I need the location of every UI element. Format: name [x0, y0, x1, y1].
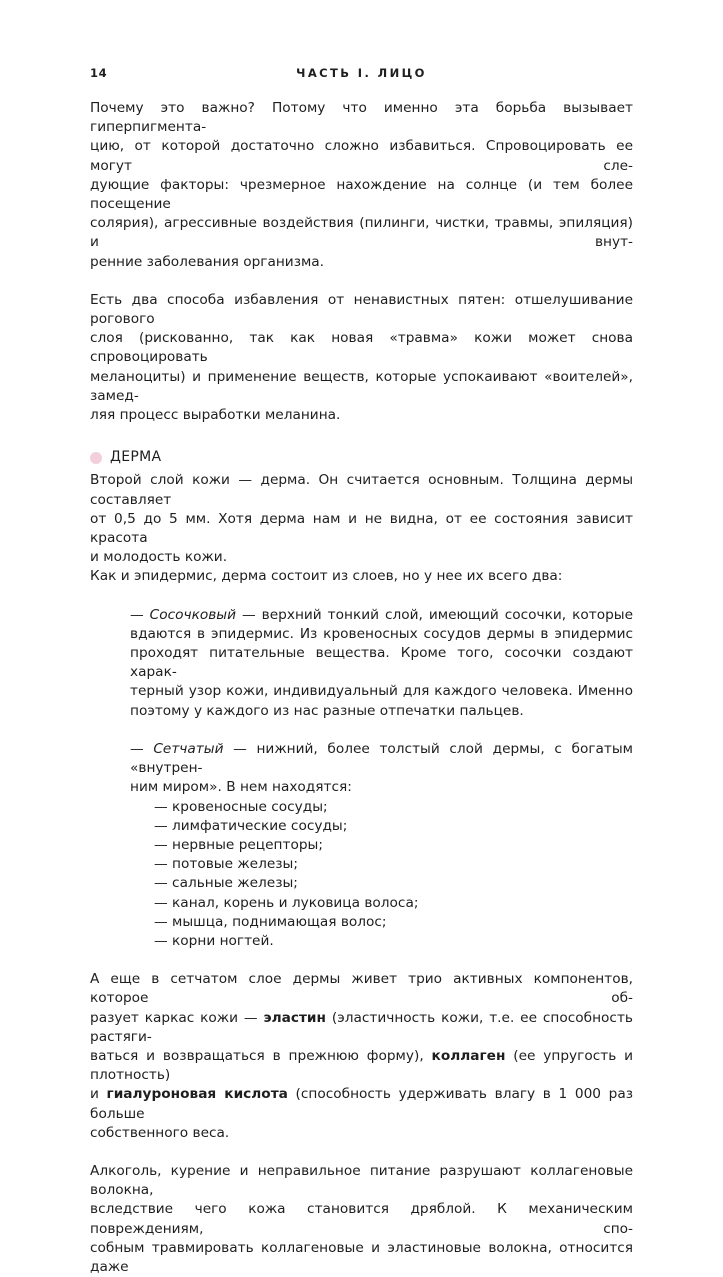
- text-line: собственного веса.: [90, 1124, 230, 1141]
- text-line: А еще в сетчатом слое дермы живет трио активных компонентов, которое об-: [90, 971, 633, 1007]
- text-line: собным травмировать коллагеновые и эластиновые волокна, относится даже: [90, 1239, 633, 1275]
- list-item: — нервные рецепторы;: [154, 836, 323, 853]
- list-item-reticular: [130, 740, 633, 798]
- text-line: вследствие чего кожа становится дряблой. К механическим повреждениям, спо-: [90, 1201, 633, 1237]
- paragraph-spots-removal: [90, 291, 633, 425]
- pink-dot-icon: [90, 452, 102, 464]
- text-line: ренние заболевания организма.: [90, 253, 325, 270]
- text-line: и молодость кожи.: [90, 549, 228, 566]
- list-item: — кровеносные сосуды;: [154, 798, 328, 815]
- paragraph-collagen-damage: [90, 1162, 633, 1277]
- list-item: — канал, корень и луковица волоса;: [154, 894, 419, 911]
- list-item: — мышца, поднимающая волос;: [154, 913, 387, 930]
- list-item: — корни ногтей.: [154, 932, 274, 949]
- text-line: меланоциты) и применение веществ, которые успокаивают «воителей», замед-: [90, 368, 633, 404]
- reticular-contents-list: [90, 798, 633, 952]
- section-heading: [90, 448, 633, 467]
- text-line: солярия), агрессивные воздействия (пилинги, чистки, травмы, эпиляция) и внут-: [90, 215, 633, 251]
- paragraph-hyperpigmentation: [90, 99, 633, 272]
- list-item-papillary: [130, 606, 633, 721]
- term-hyaluronic-acid: гиалуроновая кислота: [106, 1086, 288, 1103]
- text-line: разует каркас кожи — эластин (эластичность кожи, т.е. ее способность растяги-: [90, 1009, 633, 1045]
- text-line: Алкоголь, курение и неправильное питание разрушают коллагеновые волокна,: [90, 1162, 633, 1199]
- text-line: ляя процесс выработки меланина.: [90, 407, 341, 424]
- chapter-title: ЧАСТЬ I. ЛИЦО: [296, 66, 427, 80]
- main-text: [90, 99, 633, 1277]
- term-collagen: коллаген: [431, 1047, 506, 1064]
- text-line: цию, от которой достаточно сложно избавиться. Спровоцировать ее могут сле-: [90, 138, 633, 174]
- text-line: от 0,5 до 5 мм. Хотя дерма нам и не видна, от ее состояния зависит красота: [90, 510, 633, 547]
- text-line: ним миром». В нем находятся:: [130, 779, 352, 796]
- term-reticular: Сетчатый: [153, 740, 224, 757]
- list-item: — сальные железы;: [154, 875, 298, 892]
- list-item: — потовые железы;: [154, 856, 298, 873]
- page-number: 14: [90, 66, 108, 80]
- text-line: — Сетчатый — нижний, более толстый слой дермы, с богатым «внутрен-: [130, 740, 634, 777]
- text-line: и гиалуроновая кислота (способность удерживать влагу в 1 000 раз больше: [90, 1086, 633, 1122]
- text-line: — Сосочковый — верхний тонкий слой, имеющий сосочки, которые: [130, 606, 633, 623]
- text-line: Почему это важно? Потому что именно эта борьба вызывает гиперпигмента-: [90, 100, 633, 136]
- text-line: слоя (рискованно, так как новая «травма» кожи может снова спровоцировать: [90, 330, 633, 366]
- text-line: Как и эпидермис, дерма состоит из слоев, но у нее их всего два:: [90, 568, 563, 585]
- text-line: проходят питательные вещества. Кроме того, сосочки создают харак-: [130, 645, 633, 681]
- list-item: — лимфатические сосуды;: [154, 817, 348, 834]
- text-line: поэтому у каждого из нас разные отпечатки пальцев.: [130, 702, 524, 719]
- text-line: терный узор кожи, индивидуальный для каждого человека. Именно: [130, 683, 633, 700]
- text-line: дующие факторы: чрезмерное нахождение на солнце (и тем более посещение: [90, 176, 633, 213]
- section-heading-text: ДЕРМА: [110, 449, 162, 466]
- paragraph-active-components: [90, 970, 633, 1143]
- text-line: вдаются в эпидермис. Из кровеносных сосудов дермы в эпидермис: [130, 625, 633, 642]
- paragraph-derma-intro: [90, 471, 633, 586]
- page-header: [90, 66, 633, 84]
- term-elastin: эластин: [263, 1009, 326, 1026]
- text-line: Второй слой кожи — дерма. Он считается основным. Толщина дермы составляет: [90, 472, 633, 508]
- term-papillary: Сосочковый: [149, 606, 237, 623]
- text-line: Есть два способа избавления от ненавистных пятен: отшелушивание рогового: [90, 291, 633, 328]
- text-line: ваться и возвращаться в прежнюю форму), коллаген (ее упругость и плотность): [90, 1047, 634, 1084]
